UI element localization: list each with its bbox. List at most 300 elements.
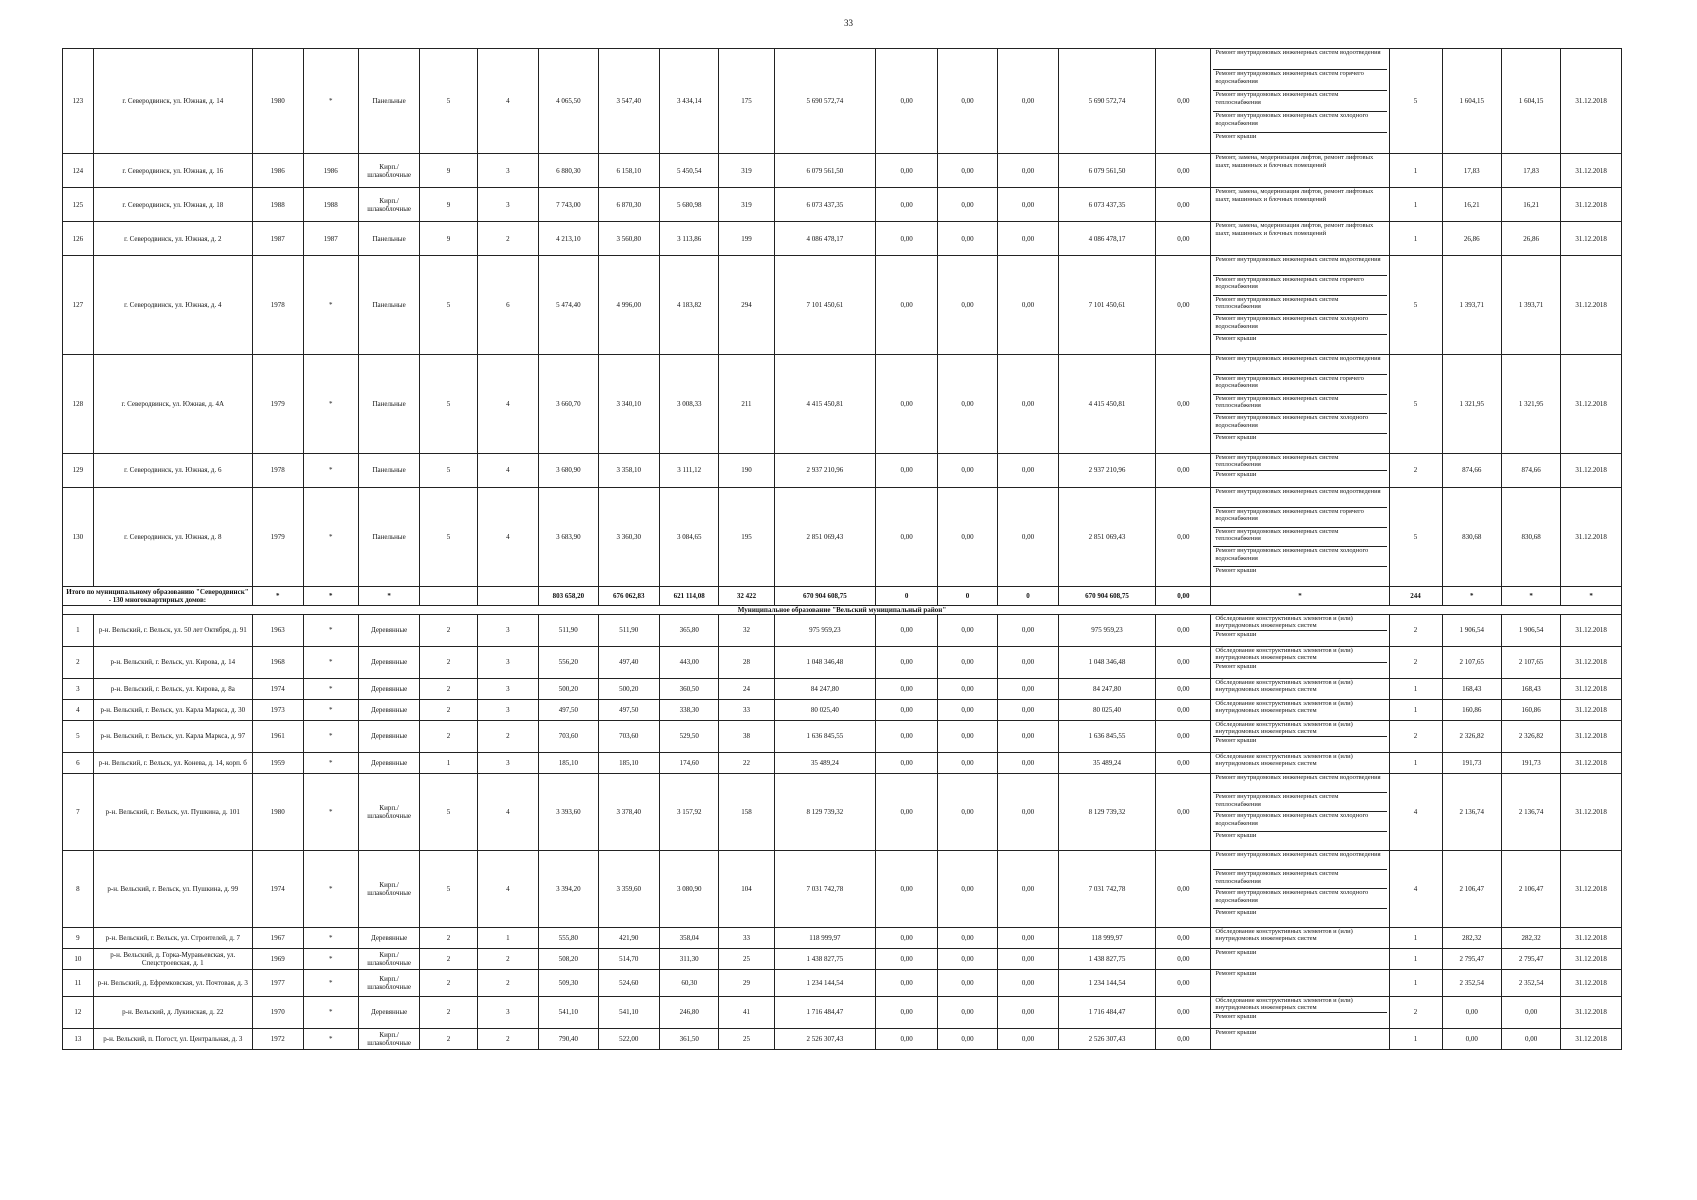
cell-f1: 0,00 bbox=[876, 453, 938, 487]
cell-total: 1 438 827,75 bbox=[774, 948, 876, 969]
cell-f5: 0,00 bbox=[1156, 154, 1211, 188]
cell-y1: 1963 bbox=[252, 614, 303, 646]
cell-ent: 3 bbox=[477, 678, 539, 699]
cell-n: 11 bbox=[63, 969, 94, 996]
table-row bbox=[63, 850, 1622, 927]
cell-total: 7 101 450,61 bbox=[774, 256, 876, 355]
cell-fl: 2 bbox=[420, 614, 477, 646]
work-item: Ремонт внутридомовых инженерных систем холодного водоснабжения bbox=[1213, 315, 1386, 335]
cell-c1: 874,66 bbox=[1442, 453, 1501, 487]
address-cell: г. Северодвинск, ул. Южная, д. 14 bbox=[93, 49, 252, 154]
cell-f2: 0,00 bbox=[937, 222, 997, 256]
cell-f5: 0,00 bbox=[1156, 699, 1211, 720]
work-item: Ремонт внутридомовых инженерных систем горячего водоснабжения bbox=[1213, 70, 1386, 91]
work-item: Ремонт внутридомовых инженерных систем холодного водоснабжения bbox=[1213, 547, 1386, 567]
cell-f4: 1 234 144,54 bbox=[1058, 969, 1156, 996]
cell-y1: 1972 bbox=[252, 1028, 303, 1049]
cell-f4: 80 025,40 bbox=[1058, 699, 1156, 720]
cell-a1: 6 880,30 bbox=[539, 154, 598, 188]
cell-a2: 3 547,40 bbox=[598, 49, 660, 154]
cell-f4: 1 438 827,75 bbox=[1058, 948, 1156, 969]
cell-wall: Деревянные bbox=[358, 646, 420, 678]
cell-ent: 2 bbox=[477, 969, 539, 996]
table-row bbox=[63, 927, 1622, 948]
cell-f5: 0,00 bbox=[1156, 614, 1211, 646]
cell-total: 1 234 144,54 bbox=[774, 969, 876, 996]
work-item: Ремонт внутридомовых инженерных систем теплоснабжения bbox=[1213, 91, 1386, 112]
cell-ppl: 195 bbox=[719, 487, 774, 586]
cell-n: 9 bbox=[63, 927, 94, 948]
cell-total: 6 079 561,50 bbox=[774, 154, 876, 188]
cell-date: 31.12.2018 bbox=[1561, 646, 1622, 678]
cell-f4: 84 247,80 bbox=[1058, 678, 1156, 699]
cell-total: 2 526 307,43 bbox=[774, 1028, 876, 1049]
works-cell bbox=[1211, 969, 1389, 996]
cell-date: 31.12.2018 bbox=[1561, 678, 1622, 699]
address-cell: г. Северодвинск, ул. Южная, д. 16 bbox=[93, 154, 252, 188]
cell-fl: 2 bbox=[420, 996, 477, 1028]
cell-ppl: 32 bbox=[719, 614, 774, 646]
cell-y2: * bbox=[303, 487, 358, 586]
cell-f2: 0,00 bbox=[937, 850, 997, 927]
cell-f5: 0,00 bbox=[1156, 487, 1211, 586]
cell-f2: 0,00 bbox=[937, 487, 997, 586]
work-item: Ремонт крыши bbox=[1215, 736, 1257, 744]
cell-date: 31.12.2018 bbox=[1561, 996, 1622, 1028]
cell-total: 4 415 450,81 bbox=[774, 354, 876, 453]
cell-wall: Панельные bbox=[358, 256, 420, 355]
cell-y2: * bbox=[303, 49, 358, 154]
cell-cnt: 2 bbox=[1389, 614, 1442, 646]
cell-f4: 118 999,97 bbox=[1058, 927, 1156, 948]
table-row bbox=[63, 646, 1622, 678]
cell-n: 13 bbox=[63, 1028, 94, 1049]
cell-a1: 703,60 bbox=[539, 720, 598, 752]
cell-n: 4 bbox=[63, 699, 94, 720]
address-cell: г. Северодвинск, ул. Южная, д. 18 bbox=[93, 188, 252, 222]
cell-c2: 282,32 bbox=[1501, 927, 1560, 948]
total-cell: 0 bbox=[937, 586, 997, 605]
cell-y2: * bbox=[303, 678, 358, 699]
cell-a1: 500,20 bbox=[539, 678, 598, 699]
works-cell bbox=[1211, 927, 1389, 948]
cell-f3: 0,00 bbox=[998, 678, 1058, 699]
works-cell bbox=[1211, 850, 1389, 927]
cell-ppl: 38 bbox=[719, 720, 774, 752]
cell-ppl: 24 bbox=[719, 678, 774, 699]
table-row bbox=[63, 1028, 1622, 1049]
cell-a2: 703,60 bbox=[598, 720, 660, 752]
cell-f5: 0,00 bbox=[1156, 256, 1211, 355]
address-cell: р-н. Вельский, п. Погост, ул. Центральная, д. 3 bbox=[93, 1028, 252, 1049]
table-row bbox=[63, 996, 1622, 1028]
address-cell: р-н. Вельский, г. Вельск, ул. 50 лет Октября, д. 91 bbox=[93, 614, 252, 646]
cell-c1: 17,83 bbox=[1442, 154, 1501, 188]
cell-n: 1 bbox=[63, 614, 94, 646]
cell-a3: 174,60 bbox=[660, 752, 719, 773]
cell-c2: 2 352,54 bbox=[1501, 969, 1560, 996]
cell-fl: 5 bbox=[420, 773, 477, 850]
cell-date: 31.12.2018 bbox=[1561, 969, 1622, 996]
cell-fl: 2 bbox=[420, 720, 477, 752]
work-item: Обследование конструктивных элементов и (или) внутридомовых инженерных систем bbox=[1215, 927, 1353, 943]
cell-ppl: 319 bbox=[719, 188, 774, 222]
cell-f3: 0,00 bbox=[998, 752, 1058, 773]
work-item: Ремонт крыши bbox=[1215, 948, 1257, 956]
total-cell: * bbox=[1211, 586, 1389, 605]
cell-c1: 160,86 bbox=[1442, 699, 1501, 720]
cell-cnt: 4 bbox=[1389, 773, 1442, 850]
cell-ppl: 190 bbox=[719, 453, 774, 487]
cell-a3: 360,50 bbox=[660, 678, 719, 699]
cell-ent: 3 bbox=[477, 188, 539, 222]
table-body-severodvinsk bbox=[63, 49, 1622, 587]
cell-y1: 1961 bbox=[252, 720, 303, 752]
table-row bbox=[63, 188, 1622, 222]
work-item: Ремонт внутридомовых инженерных систем горячего водоснабжения bbox=[1213, 375, 1386, 395]
work-item: Ремонт внутридомовых инженерных систем теплоснабжения bbox=[1213, 793, 1386, 812]
works-cell bbox=[1211, 614, 1389, 646]
cell-total: 2 937 210,96 bbox=[774, 453, 876, 487]
cell-c1: 191,73 bbox=[1442, 752, 1501, 773]
cell-f3: 0,00 bbox=[998, 948, 1058, 969]
works-cell bbox=[1211, 678, 1389, 699]
cell-cnt: 1 bbox=[1389, 188, 1442, 222]
cell-f2: 0,00 bbox=[937, 614, 997, 646]
cell-c1: 16,21 bbox=[1442, 188, 1501, 222]
cell-wall: Кирп./ шлакоблочные bbox=[358, 154, 420, 188]
cell-c2: 168,43 bbox=[1501, 678, 1560, 699]
cell-y2: * bbox=[303, 256, 358, 355]
work-item: Ремонт внутридомовых инженерных систем теплоснабжения bbox=[1213, 296, 1386, 316]
cell-date: 31.12.2018 bbox=[1561, 453, 1622, 487]
cell-f5: 0,00 bbox=[1156, 453, 1211, 487]
cell-a2: 497,50 bbox=[598, 699, 660, 720]
cell-cnt: 5 bbox=[1389, 487, 1442, 586]
cell-n: 125 bbox=[63, 188, 94, 222]
address-cell: г. Северодвинск, ул. Южная, д. 4 bbox=[93, 256, 252, 355]
cell-f4: 1 716 484,47 bbox=[1058, 996, 1156, 1028]
cell-y2: 1986 bbox=[303, 154, 358, 188]
cell-c2: 2 326,82 bbox=[1501, 720, 1560, 752]
cell-ent: 2 bbox=[477, 720, 539, 752]
total-cell: * bbox=[252, 586, 303, 605]
cell-a3: 3 008,33 bbox=[660, 354, 719, 453]
cell-f1: 0,00 bbox=[876, 487, 938, 586]
cell-wall: Деревянные bbox=[358, 699, 420, 720]
cell-a3: 3 084,65 bbox=[660, 487, 719, 586]
cell-f4: 4 415 450,81 bbox=[1058, 354, 1156, 453]
cell-fl: 5 bbox=[420, 850, 477, 927]
cell-f3: 0,00 bbox=[998, 1028, 1058, 1049]
cell-f4: 2 851 069,43 bbox=[1058, 487, 1156, 586]
cell-f5: 0,00 bbox=[1156, 948, 1211, 969]
cell-wall: Деревянные bbox=[358, 996, 420, 1028]
cell-fl: 2 bbox=[420, 646, 477, 678]
cell-cnt: 2 bbox=[1389, 720, 1442, 752]
cell-y2: * bbox=[303, 699, 358, 720]
cell-ent: 4 bbox=[477, 49, 539, 154]
cell-c2: 1 393,71 bbox=[1501, 256, 1560, 355]
cell-c1: 2 352,54 bbox=[1442, 969, 1501, 996]
cell-f2: 0,00 bbox=[937, 720, 997, 752]
housing-repair-table bbox=[62, 48, 1622, 1050]
cell-c2: 2 107,65 bbox=[1501, 646, 1560, 678]
cell-n: 7 bbox=[63, 773, 94, 850]
cell-y1: 1978 bbox=[252, 256, 303, 355]
cell-y2: * bbox=[303, 948, 358, 969]
cell-f2: 0,00 bbox=[937, 256, 997, 355]
cell-ent: 3 bbox=[477, 752, 539, 773]
cell-ppl: 294 bbox=[719, 256, 774, 355]
table-row bbox=[63, 222, 1622, 256]
cell-fl: 2 bbox=[420, 969, 477, 996]
cell-cnt: 1 bbox=[1389, 752, 1442, 773]
cell-cnt: 1 bbox=[1389, 927, 1442, 948]
cell-c2: 191,73 bbox=[1501, 752, 1560, 773]
cell-total: 8 129 739,32 bbox=[774, 773, 876, 850]
cell-ent: 3 bbox=[477, 154, 539, 188]
cell-a3: 311,30 bbox=[660, 948, 719, 969]
cell-a2: 514,70 bbox=[598, 948, 660, 969]
address-cell: р-н. Вельский, д. Горка-Муравьевская, ул. Спецстроевская, д. 1 bbox=[93, 948, 252, 969]
cell-c1: 2 106,47 bbox=[1442, 850, 1501, 927]
works-cell bbox=[1211, 222, 1389, 256]
work-item: Ремонт внутридомовых инженерных систем теплоснабжения bbox=[1213, 454, 1386, 471]
cell-a2: 3 358,10 bbox=[598, 453, 660, 487]
work-item: Ремонт крыши bbox=[1215, 434, 1257, 442]
cell-total: 5 690 572,74 bbox=[774, 49, 876, 154]
cell-ent: 3 bbox=[477, 699, 539, 720]
cell-a3: 4 183,82 bbox=[660, 256, 719, 355]
cell-date: 31.12.2018 bbox=[1561, 354, 1622, 453]
cell-n: 2 bbox=[63, 646, 94, 678]
cell-f4: 8 129 739,32 bbox=[1058, 773, 1156, 850]
total-cell: 676 062,83 bbox=[598, 586, 660, 605]
works-cell bbox=[1211, 154, 1389, 188]
cell-c1: 26,86 bbox=[1442, 222, 1501, 256]
cell-c2: 0,00 bbox=[1501, 996, 1560, 1028]
cell-f1: 0,00 bbox=[876, 996, 938, 1028]
cell-ppl: 29 bbox=[719, 969, 774, 996]
cell-f4: 4 086 478,17 bbox=[1058, 222, 1156, 256]
cell-ppl: 175 bbox=[719, 49, 774, 154]
table-row bbox=[63, 678, 1622, 699]
address-cell: р-н. Вельский, г. Вельск, ул. Карла Маркса, д. 30 bbox=[93, 699, 252, 720]
work-item: Обследование конструктивных элементов и (или) внутридомовых инженерных систем bbox=[1213, 997, 1386, 1013]
work-item: Ремонт внутридомовых инженерных систем водоотведения bbox=[1213, 851, 1386, 870]
cell-f3: 0,00 bbox=[998, 646, 1058, 678]
cell-y1: 1986 bbox=[252, 154, 303, 188]
cell-a2: 3 340,10 bbox=[598, 354, 660, 453]
cell-ppl: 199 bbox=[719, 222, 774, 256]
cell-f1: 0,00 bbox=[876, 1028, 938, 1049]
cell-f4: 2 937 210,96 bbox=[1058, 453, 1156, 487]
cell-a1: 3 393,60 bbox=[539, 773, 598, 850]
works-cell bbox=[1211, 1028, 1389, 1049]
works-cell bbox=[1211, 773, 1389, 850]
table-row bbox=[63, 453, 1622, 487]
cell-y1: 1969 bbox=[252, 948, 303, 969]
cell-wall: Кирп./ шлакоблочные bbox=[358, 850, 420, 927]
work-item: Ремонт, замена, модернизация лифтов, ремонт лифтовых шахт, машинных и блочных помещений bbox=[1215, 222, 1374, 237]
cell-y1: 1974 bbox=[252, 850, 303, 927]
work-item: Ремонт внутридомовых инженерных систем водоотведения bbox=[1213, 355, 1386, 375]
total-cell: * bbox=[1442, 586, 1501, 605]
table-row bbox=[63, 948, 1622, 969]
cell-n: 8 bbox=[63, 850, 94, 927]
cell-a1: 3 680,90 bbox=[539, 453, 598, 487]
work-item: Ремонт, замена, модернизация лифтов, ремонт лифтовых шахт, машинных и блочных помещений bbox=[1215, 154, 1374, 169]
cell-f1: 0,00 bbox=[876, 256, 938, 355]
table-row bbox=[63, 487, 1622, 586]
cell-c1: 1 393,71 bbox=[1442, 256, 1501, 355]
works-cell bbox=[1211, 49, 1389, 154]
cell-y2: * bbox=[303, 646, 358, 678]
address-cell: р-н. Вельский, д. Ефремковская, ул. Почтовая, д. 3 bbox=[93, 969, 252, 996]
cell-date: 31.12.2018 bbox=[1561, 256, 1622, 355]
cell-y2: * bbox=[303, 1028, 358, 1049]
cell-c1: 1 604,15 bbox=[1442, 49, 1501, 154]
cell-c2: 2 106,47 bbox=[1501, 850, 1560, 927]
section-header-row bbox=[63, 605, 1622, 614]
cell-ppl: 25 bbox=[719, 948, 774, 969]
cell-f1: 0,00 bbox=[876, 154, 938, 188]
cell-f1: 0,00 bbox=[876, 354, 938, 453]
cell-c1: 282,32 bbox=[1442, 927, 1501, 948]
cell-f3: 0,00 bbox=[998, 154, 1058, 188]
cell-date: 31.12.2018 bbox=[1561, 154, 1622, 188]
cell-f2: 0,00 bbox=[937, 969, 997, 996]
cell-f3: 0,00 bbox=[998, 996, 1058, 1028]
cell-f5: 0,00 bbox=[1156, 188, 1211, 222]
cell-date: 31.12.2018 bbox=[1561, 699, 1622, 720]
cell-c2: 160,86 bbox=[1501, 699, 1560, 720]
cell-ent: 3 bbox=[477, 614, 539, 646]
table-row bbox=[63, 969, 1622, 996]
cell-a1: 541,10 bbox=[539, 996, 598, 1028]
cell-a1: 556,20 bbox=[539, 646, 598, 678]
cell-y2: * bbox=[303, 773, 358, 850]
cell-f2: 0,00 bbox=[937, 927, 997, 948]
cell-date: 31.12.2018 bbox=[1561, 773, 1622, 850]
cell-ent: 4 bbox=[477, 453, 539, 487]
cell-c1: 2 107,65 bbox=[1442, 646, 1501, 678]
cell-a1: 4 213,10 bbox=[539, 222, 598, 256]
cell-y1: 1980 bbox=[252, 49, 303, 154]
cell-cnt: 1 bbox=[1389, 678, 1442, 699]
cell-cnt: 4 bbox=[1389, 850, 1442, 927]
cell-cnt: 1 bbox=[1389, 1028, 1442, 1049]
cell-f4: 1 636 845,55 bbox=[1058, 720, 1156, 752]
cell-f2: 0,00 bbox=[937, 646, 997, 678]
table-body-velsk bbox=[63, 614, 1622, 1049]
cell-y2: 1988 bbox=[303, 188, 358, 222]
cell-y1: 1979 bbox=[252, 487, 303, 586]
cell-f2: 0,00 bbox=[937, 996, 997, 1028]
section-title: Муниципальное образование "Вельский муниципальный район" bbox=[63, 605, 1622, 614]
cell-fl: 5 bbox=[420, 453, 477, 487]
cell-total: 975 959,23 bbox=[774, 614, 876, 646]
table-row bbox=[63, 752, 1622, 773]
cell-ppl: 41 bbox=[719, 996, 774, 1028]
cell-f3: 0,00 bbox=[998, 222, 1058, 256]
total-cell: * bbox=[1561, 586, 1622, 605]
cell-date: 31.12.2018 bbox=[1561, 850, 1622, 927]
address-cell: г. Северодвинск, ул. Южная, д. 4А bbox=[93, 354, 252, 453]
cell-a1: 3 683,90 bbox=[539, 487, 598, 586]
works-cell bbox=[1211, 996, 1389, 1028]
cell-a1: 3 394,20 bbox=[539, 850, 598, 927]
cell-a2: 500,20 bbox=[598, 678, 660, 699]
cell-cnt: 2 bbox=[1389, 646, 1442, 678]
cell-cnt: 2 bbox=[1389, 453, 1442, 487]
cell-f2: 0,00 bbox=[937, 49, 997, 154]
cell-date: 31.12.2018 bbox=[1561, 927, 1622, 948]
cell-ppl: 211 bbox=[719, 354, 774, 453]
cell-total: 35 489,24 bbox=[774, 752, 876, 773]
cell-f1: 0,00 bbox=[876, 927, 938, 948]
cell-a1: 509,30 bbox=[539, 969, 598, 996]
cell-c2: 1 604,15 bbox=[1501, 49, 1560, 154]
work-item: Ремонт внутридомовых инженерных систем холодного водоснабжения bbox=[1213, 112, 1386, 133]
cell-ppl: 28 bbox=[719, 646, 774, 678]
cell-cnt: 5 bbox=[1389, 49, 1442, 154]
cell-wall: Панельные bbox=[358, 222, 420, 256]
work-item: Ремонт внутридомовых инженерных систем водоотведения bbox=[1213, 488, 1386, 508]
cell-a3: 3 111,12 bbox=[660, 453, 719, 487]
table-row bbox=[63, 154, 1622, 188]
cell-total: 1 048 346,48 bbox=[774, 646, 876, 678]
cell-f5: 0,00 bbox=[1156, 720, 1211, 752]
cell-f4: 6 073 437,35 bbox=[1058, 188, 1156, 222]
cell-f3: 0,00 bbox=[998, 720, 1058, 752]
cell-c1: 0,00 bbox=[1442, 996, 1501, 1028]
cell-n: 6 bbox=[63, 752, 94, 773]
work-item: Ремонт крыши bbox=[1215, 831, 1257, 839]
work-item: Обследование конструктивных элементов и (или) внутридомовых инженерных систем bbox=[1213, 647, 1386, 663]
cell-f5: 0,00 bbox=[1156, 927, 1211, 948]
cell-f5: 0,00 bbox=[1156, 354, 1211, 453]
cell-f3: 0,00 bbox=[998, 699, 1058, 720]
cell-date: 31.12.2018 bbox=[1561, 614, 1622, 646]
cell-f2: 0,00 bbox=[937, 354, 997, 453]
cell-f5: 0,00 bbox=[1156, 752, 1211, 773]
cell-a2: 3 359,60 bbox=[598, 850, 660, 927]
cell-f2: 0,00 bbox=[937, 678, 997, 699]
address-cell: г. Северодвинск, ул. Южная, д. 2 bbox=[93, 222, 252, 256]
cell-y2: * bbox=[303, 850, 358, 927]
cell-ent: 3 bbox=[477, 996, 539, 1028]
cell-fl: 5 bbox=[420, 354, 477, 453]
address-cell: р-н. Вельский, г. Вельск, ул. Пушкина, д. 101 bbox=[93, 773, 252, 850]
work-item: Ремонт внутридомовых инженерных систем холодного водоснабжения bbox=[1213, 889, 1386, 908]
cell-a1: 4 065,50 bbox=[539, 49, 598, 154]
cell-f2: 0,00 bbox=[937, 752, 997, 773]
cell-a1: 5 474,40 bbox=[539, 256, 598, 355]
cell-n: 3 bbox=[63, 678, 94, 699]
work-item: Ремонт внутридомовых инженерных систем горячего водоснабжения bbox=[1213, 276, 1386, 296]
cell-f5: 0,00 bbox=[1156, 49, 1211, 154]
work-item: Обследование конструктивных элементов и (или) внутридомовых инженерных систем bbox=[1215, 752, 1353, 768]
cell-date: 31.12.2018 bbox=[1561, 222, 1622, 256]
cell-n: 124 bbox=[63, 154, 94, 188]
cell-y1: 1979 bbox=[252, 354, 303, 453]
table-row bbox=[63, 699, 1622, 720]
cell-f1: 0,00 bbox=[876, 614, 938, 646]
cell-wall: Кирп./ шлакоблочные bbox=[358, 1028, 420, 1049]
cell-f1: 0,00 bbox=[876, 646, 938, 678]
